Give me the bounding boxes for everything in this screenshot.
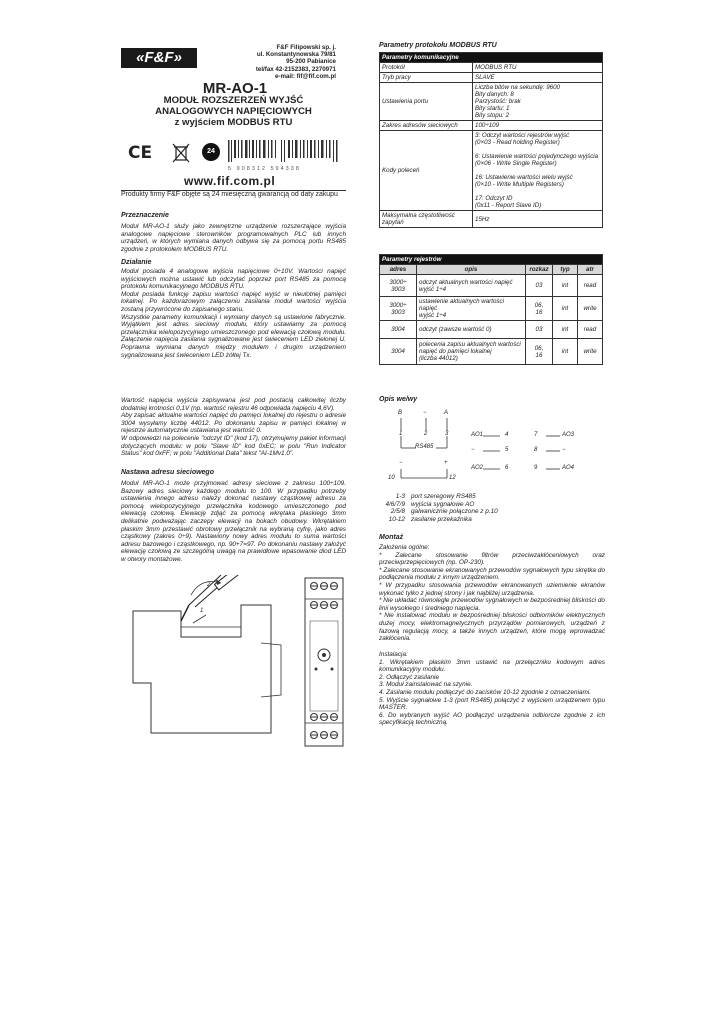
- ao-common-minus: −: [471, 447, 475, 453]
- param-name: Ustawienia portu: [380, 83, 473, 121]
- operation-p2: Moduł posiada funkcję zapisu wartości napięć wyjść w nieulotnej pamięci lokalnej. Po każdorazowym załączeniu zasilania moduł wartości wyjścia zostaną przywrócone do zapisanego stanu.: [121, 290, 346, 313]
- weee-bin-icon: [172, 143, 190, 163]
- register-address: 3000÷ 3003: [380, 275, 417, 297]
- title-line-3: z wyjściem MODBUS RTU: [174, 117, 293, 128]
- title-line-1: MODUŁ ROZSZERZEŃ WYJŚĆ: [163, 95, 304, 106]
- communication-parameters-table: [379, 52, 603, 228]
- install-step: 3. Moduł zainstalować na szynie.: [379, 681, 473, 689]
- ao-common-minus-2: −: [562, 447, 566, 453]
- module-front-panel: [304, 577, 344, 747]
- install-step: 5. Wyjście sygnałowe 1-3 (port RS485) połączyć z wyjściem urządzenem typu MASTER.: [379, 696, 605, 712]
- value-p2: Aby zapisać aktualne wartości napięć do pamięci lokalnej do rejestru o adresie 3004 wysyłamy liczbę 44012. Po dokonaniu zapisu w pamięci lokalnej w rejestrze automatycznie ustawiana jest wartość 0.: [121, 412, 346, 435]
- barcode: [228, 140, 343, 170]
- value-p3: W odpowiedzi na polecenie "odczyt ID" (kod 17), otrzymujemy pakiet informacji dotyczących modułu: w polu "Slave ID" kod 0xEC; w polu "Run Indicator Status" kod 0xFF; w polu "Additional Data" tekst "AI-1Mv1.0".: [121, 434, 346, 458]
- legend-desc: port szeregowy RS485: [411, 493, 476, 500]
- table-row: [380, 321, 603, 339]
- company-name: F&F Filipowski sp. j.: [276, 44, 336, 51]
- register-address: 3004: [380, 321, 417, 339]
- column-header: rozkaz: [526, 265, 553, 275]
- register-header-row: [380, 265, 603, 275]
- table-row: [380, 339, 603, 365]
- param-value: Liczba bitów na sekundę: 9600 Bity danych: 8 Parzystość: brak Bity startu: 1 Bity stopu: 2: [473, 83, 603, 121]
- terminal-1: 1: [399, 431, 403, 437]
- legend-num: 4/6/7/9: [385, 500, 405, 508]
- table-row: [380, 297, 603, 321]
- address-text: Moduł MR-AO-1 może przyjmować adresy sieciowe z zakresu 100÷109. Bazowy adres sieciowy każdego modułu to 100. W przypadku potrzeby ustawienia innego adresu należy dokonać nastawy cząstkowej adresu za pomocą wielopozycyjnego przełącznika kodowego umieszczonego pod elewacją czołową. Elewację zdjąć za pomocą wkrętaka płaskiego 3mm delikatnie podważając zaczepy elewacji na bokach obudowy. Wkrętakiem płaskim 3mm przestawić obrotowy przełącznik na wybraną cyfrę, jako adres cząstkowy (zakres 0÷9). Nastawiony nowy adres modułu to suma wartości adresu bazowego i cząstkowego, np. 90+7=97. Po dokonaniu nastawy założyć elewację czołową ze szczególną uwagą na prawidłowe wpasowanie diod LED w otwory montażowe.: [121, 480, 346, 563]
- ao4-label: AO4: [562, 465, 575, 471]
- operation-p3: Wszystkie parametry komunikacji i wymiany danych są ustawione fabrycznie. Wyjątkiem jest adres sieciowy modułu, który ustawiamy za pomocą przełącznika wielopozycyjnego umieszczonego pod elewacją czołową modułu. Załączenie napięcia zasilania sygnalizowane jest świeceniem LED zielonej U. Poprawna wymiana danych między modułem i drugim urządzeniem sygnalizowana jest świeceniem LED żółtej Tx.: [121, 313, 346, 359]
- column-header: atr: [578, 265, 603, 275]
- website: www.fif.com.pl: [184, 174, 276, 188]
- general-item: * Nie instalować modułu w bezpośredniej bliskości odbiorników elektrycznych dużej mocy, elektromagnetycznych przyrządów pomiarowych, urządzeń z fazową regulacją mocy, a także innych urządzeń, które mogą wprowadzać zakłócenia.: [379, 612, 605, 643]
- company-info: [200, 44, 336, 80]
- warranty-note: Produkty firmy F&F objęte są 24 miesięczną gwarancją od daty zakupu: [121, 191, 338, 198]
- table-row: [380, 121, 603, 131]
- general-item: * Zalecane stosowanie ekranowanych przewodów sygnałowych typu skrętka do podłączenia modułu z innym urządzeniem.: [379, 566, 605, 582]
- terminal-4: 4: [505, 432, 509, 438]
- register-type: int: [553, 275, 578, 297]
- value-text: [121, 397, 346, 458]
- param-value: MODBUS RTU: [473, 63, 603, 73]
- terminal-5: 5: [505, 447, 509, 453]
- register-command: 03: [526, 275, 553, 297]
- table-row: [380, 83, 603, 121]
- mounting-general: [379, 544, 605, 643]
- terminal-minus-power: −: [399, 460, 403, 466]
- register-type: int: [553, 297, 578, 321]
- register-command: 03: [526, 321, 553, 339]
- table-row: [380, 275, 603, 297]
- table-row: [380, 131, 603, 211]
- terminals-heading: Opis we/wy: [379, 396, 418, 403]
- legend-row: [379, 516, 579, 524]
- param-name: Tryb pracy: [380, 73, 473, 83]
- phone-line: tel/fax 42-2152383, 2270971: [255, 65, 336, 73]
- param-name: Maksymalna częstotliwość zapytań: [380, 211, 473, 228]
- param-name: Kody poleceń: [380, 131, 473, 211]
- terminal-8: 8: [534, 447, 538, 453]
- legend-row: [379, 493, 579, 501]
- ao3-label: AO3: [562, 432, 575, 438]
- general-item: * Nie układać równolegle przewodów sygnałowych w bezpośredniej bliskości do linii wysokiego i średniego napięcia.: [379, 597, 605, 612]
- param-value: 15Hz: [473, 211, 603, 228]
- address-heading: Nastawa adresu sieciowego: [121, 469, 214, 476]
- terminal-plus-power: +: [444, 460, 448, 466]
- register-type: int: [553, 339, 578, 365]
- table-row: [380, 211, 603, 228]
- operation-p1: Moduł posiada 4 analogowe wyjścia napięciowe 0÷10V. Wartości napięć wyjściowych można ustawić lub odczytać poprzez port RS485 za pomocą protokołu komunikacyjnego MODBUS RTU.: [121, 268, 346, 291]
- param-name: Protokół: [380, 63, 473, 73]
- register-command: 06, 16: [526, 339, 553, 365]
- install-step: 6. Do wybranych wyjść AO podłączyć urządzenia odbiorcze zgodnie z ich specyfikacją techniczną.: [379, 711, 605, 727]
- register-description: odczyt (zawsze wartość 0): [417, 321, 526, 339]
- install-step: 4. Zasilanie modułu podłączyć do zacisków 10-12 zgodnie z oznaczeniami.: [379, 688, 592, 696]
- register-attribute: write: [578, 339, 603, 365]
- terminal-a-label: A: [444, 410, 449, 416]
- mounting-heading: Montaż: [379, 534, 404, 541]
- terminal-b-label: B: [398, 410, 403, 416]
- param-name: Zakres adresów sieciowych: [380, 121, 473, 131]
- terminal-legend: [379, 493, 579, 523]
- register-parameters-table: [379, 254, 603, 365]
- param-value: SLAVE: [473, 73, 603, 83]
- register-description: ustawienie aktualnych wartości napięć wyjść 1÷4: [417, 297, 526, 321]
- legend-row: [379, 508, 579, 516]
- table-row: [380, 63, 603, 73]
- general-item: * W przypadku stosowania przewodów ekranowanych uziemienie ekranów wykonać tylko z jednej strony i jak najbliżej urządzenia.: [379, 581, 605, 597]
- warranty-24-icon: 24: [202, 143, 220, 161]
- terminal-9: 9: [534, 465, 538, 471]
- install-label: Instalacja:: [379, 651, 408, 658]
- register-attribute: read: [578, 321, 603, 339]
- legend-num: 2/5/8: [390, 508, 405, 516]
- column-header: adres: [380, 265, 417, 275]
- fandf-logo: «F&F»: [121, 48, 197, 68]
- email-line: e-mail: fif@fif.com.pl: [274, 72, 336, 80]
- general-item: * Zalecane stosowanie filtrów przeciwzakłóceniowych oraz przeciwprzepięciowych (np. OP-230).: [379, 551, 605, 567]
- operation-text: [121, 268, 346, 359]
- register-address: 3004: [380, 339, 417, 365]
- register-type: int: [553, 321, 578, 339]
- address-setting-illustration: [121, 575, 296, 755]
- table-row: [380, 73, 603, 83]
- register-description: odczyt aktualnych wartości napięć wyjść 1÷4: [417, 275, 526, 297]
- legend-row: [379, 501, 579, 509]
- legend-num: 1-3: [395, 493, 405, 500]
- register-description: polecenia zapisu aktualnych wartości napięć do pamięci lokalnej (liczba 44012): [417, 339, 526, 365]
- rs485-label: RS485: [415, 444, 434, 450]
- param-value: 3: Odczyt wartości rejestrów wyjść (0×03 - Read holding Register) 6: Ustawienie wartości pojedynczego wyjścia (0×06 - Write Single Register) 16: Ustawienie wartości wielu wyjść (0×10 - Write Multiple Registers) 17: Odczyt ID (0x11 - Report Slave ID): [473, 131, 603, 211]
- register-table-title: Parametry rejestrów: [380, 255, 603, 265]
- terminal-10: 10: [388, 475, 395, 481]
- product-title: [121, 95, 346, 128]
- legend-desc: galwanicznie połączone z p.10: [411, 508, 498, 516]
- register-address: 3000÷ 3003: [380, 297, 417, 321]
- title-line-2: ANALOGOWYCH NAPIĘCIOWYCH: [155, 106, 312, 117]
- install-step: 1. Wkrętakiem płaskim 3mm ustawić na przełączniku kodowym adres komunikacyjny modułu.: [379, 658, 605, 674]
- purpose-heading: Przeznaczenie: [121, 212, 169, 219]
- general-label: Założenia ogólne:: [379, 544, 430, 551]
- register-command: 06, 16: [526, 297, 553, 321]
- figure-label-2: 2: [207, 582, 211, 588]
- figure-label-1: 1: [200, 608, 204, 614]
- value-p1: Wartość napięcia wyjścia zapisywana jest pod postacią całkowitej liczby dodatniej krotności 0,1V (np. wartość rejestru 46 odpowiada napięciu 4,6V).: [121, 397, 346, 412]
- terminal-3: 3: [445, 431, 449, 437]
- ce-mark: CE: [128, 143, 153, 163]
- terminal-2: 2: [424, 431, 428, 437]
- ao1-label: AO1: [471, 432, 484, 438]
- legend-num: 10-12: [388, 515, 405, 523]
- barcode-digits: 5 908312 594338: [228, 166, 301, 172]
- legend-desc: wyjścia sygnałowe AO: [411, 500, 475, 508]
- ao2-label: AO2: [471, 465, 484, 471]
- terminal-minus-label: −: [423, 410, 427, 416]
- installation-steps: [379, 651, 605, 727]
- register-attribute: write: [578, 297, 603, 321]
- column-header: opis: [417, 265, 526, 275]
- param-value: 100÷109: [473, 121, 603, 131]
- install-step: 2. Odłączyć zasilanie: [379, 673, 440, 681]
- comm-table-title: Parametry komunikacyjne: [380, 53, 603, 63]
- address-line-1: ul. Konstantynowska 79/81: [256, 51, 336, 59]
- model-title: MR-AO-1: [202, 80, 268, 97]
- terminal-diagram: [368, 406, 598, 488]
- legend-desc: zasilanie przekaźnika: [411, 515, 472, 523]
- terminal-12: 12: [449, 475, 456, 481]
- operation-heading: Działanie: [121, 259, 152, 266]
- purpose-text: Moduł MR-AO-1 służy jako zewnętrzne urządzenie rozszerzające wyjścia analogowe napięciowe sterowników programowalnych PLC lub innych urządzeń, w których wymiana danych odbywa się za pomocą portu RS485 zgodnie z protokołem MODBUS RTU.: [121, 223, 346, 253]
- column-header: typ: [553, 265, 578, 275]
- protocol-section-title: Parametry protokołu MODBUS RTU: [379, 42, 497, 49]
- register-attribute: read: [578, 275, 603, 297]
- terminal-6: 6: [505, 465, 509, 471]
- address-line-2: 95-200 Pabianice: [286, 58, 336, 66]
- terminal-7: 7: [534, 432, 538, 438]
